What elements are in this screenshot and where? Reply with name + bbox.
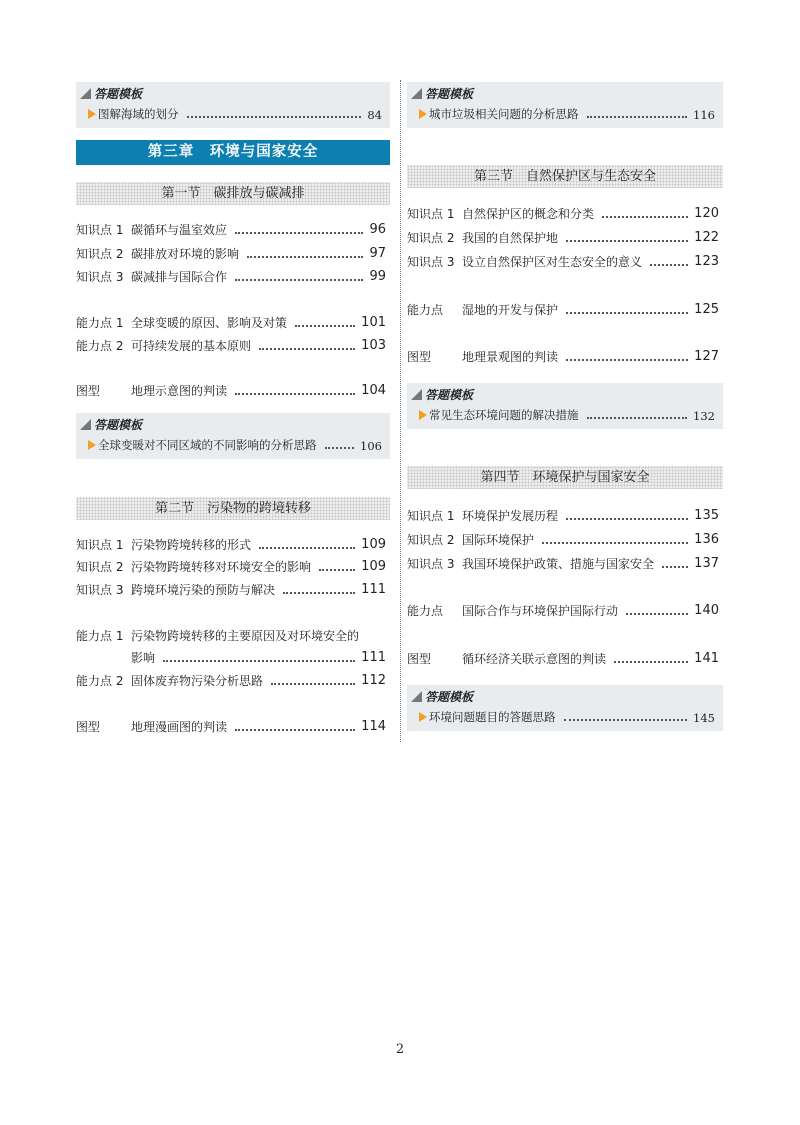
triangle-icon	[80, 88, 91, 99]
toc-entry[interactable]: 能力点 湿地的开发与保护 125	[407, 302, 719, 317]
toc-entry[interactable]: 知识点 1 自然保护区的概念和分类 120	[407, 206, 719, 221]
toc-entry[interactable]: 图型 地理示意图的判读 104	[76, 383, 386, 398]
triangle-icon	[411, 389, 422, 400]
play-arrow-icon	[88, 109, 96, 119]
toc-entry-continuation[interactable]: 影响 111	[131, 650, 386, 665]
page-number: 2	[395, 1042, 405, 1057]
play-arrow-icon	[419, 410, 427, 420]
triangle-icon	[411, 691, 422, 702]
toc-entry[interactable]: 知识点 1 碳循环与温室效应 96	[76, 222, 386, 237]
template-header: 答题模板	[94, 87, 143, 101]
answer-template-box	[407, 685, 723, 731]
play-arrow-icon	[88, 440, 96, 450]
toc-entry[interactable]: 图型 循环经济关联示意图的判读 141	[407, 651, 719, 666]
play-arrow-icon	[419, 712, 427, 722]
toc-entry[interactable]: 知识点 1 环境保护发展历程 135	[407, 508, 719, 523]
chapter-title: 第三章 环境与国家安全	[76, 140, 390, 165]
play-arrow-icon	[419, 109, 427, 119]
toc-entry[interactable]: 知识点 3 碳减排与国际合作 99	[76, 269, 386, 284]
template-entry[interactable]: 图解海域的划分 84	[88, 106, 382, 122]
toc-entry[interactable]: 能力点 国际合作与环境保护国际行动 140	[407, 603, 719, 618]
section-header: 第一节 碳排放与碳减排	[76, 182, 390, 205]
toc-entry[interactable]: 知识点 2 碳排放对环境的影响 97	[76, 246, 386, 261]
answer-template-box	[76, 82, 390, 128]
toc-entry[interactable]: 能力点 2 可持续发展的基本原则 103	[76, 338, 386, 353]
toc-entry[interactable]: 知识点 2 我国的自然保护地 122	[407, 230, 719, 245]
template-header: 答题模板	[425, 690, 474, 704]
answer-template-box	[76, 413, 390, 459]
toc-entry[interactable]: 能力点 1 全球变暖的原因、影响及对策 101	[76, 315, 386, 330]
toc-entry[interactable]: 知识点 1 污染物跨境转移的形式 109	[76, 537, 386, 552]
toc-entry[interactable]: 图型 地理景观图的判读 127	[407, 349, 719, 364]
template-entry[interactable]: 全球变暖对不同区域的不同影响的分析思路 106	[88, 437, 382, 453]
template-entry[interactable]: 环境问题题目的答题思路 145	[419, 709, 715, 725]
section-header: 第三节 自然保护区与生态安全	[407, 165, 723, 188]
section-header: 第二节 污染物的跨境转移	[76, 497, 390, 520]
template-header: 答题模板	[425, 87, 474, 101]
template-entry[interactable]: 城市垃圾相关问题的分析思路 116	[419, 106, 715, 122]
toc-entry[interactable]: 知识点 2 国际环境保护 136	[407, 532, 719, 547]
answer-template-box	[407, 383, 723, 429]
toc-entry[interactable]: 能力点 1 污染物跨境转移的主要原因及对环境安全的	[76, 629, 360, 643]
triangle-icon	[411, 88, 422, 99]
template-header: 答题模板	[425, 388, 474, 402]
toc-entry[interactable]: 知识点 3 设立自然保护区对生态安全的意义 123	[407, 254, 719, 269]
template-entry[interactable]: 常见生态环境问题的解决措施 132	[419, 407, 715, 423]
section-header: 第四节 环境保护与国家安全	[407, 466, 723, 489]
triangle-icon	[80, 419, 91, 430]
template-header: 答题模板	[94, 418, 143, 432]
toc-entry[interactable]: 能力点 2 固体废弃物污染分析思路 112	[76, 673, 386, 688]
answer-template-box	[407, 82, 723, 128]
toc-entry[interactable]: 知识点 3 跨境环境污染的预防与解决 111	[76, 582, 386, 597]
toc-entry[interactable]: 图型 地理漫画图的判读 114	[76, 719, 386, 734]
toc-entry[interactable]: 知识点 2 污染物跨境转移对环境安全的影响 109	[76, 559, 386, 574]
column-divider	[400, 80, 401, 742]
toc-entry[interactable]: 知识点 3 我国环境保护政策、措施与国家安全 137	[407, 556, 719, 571]
